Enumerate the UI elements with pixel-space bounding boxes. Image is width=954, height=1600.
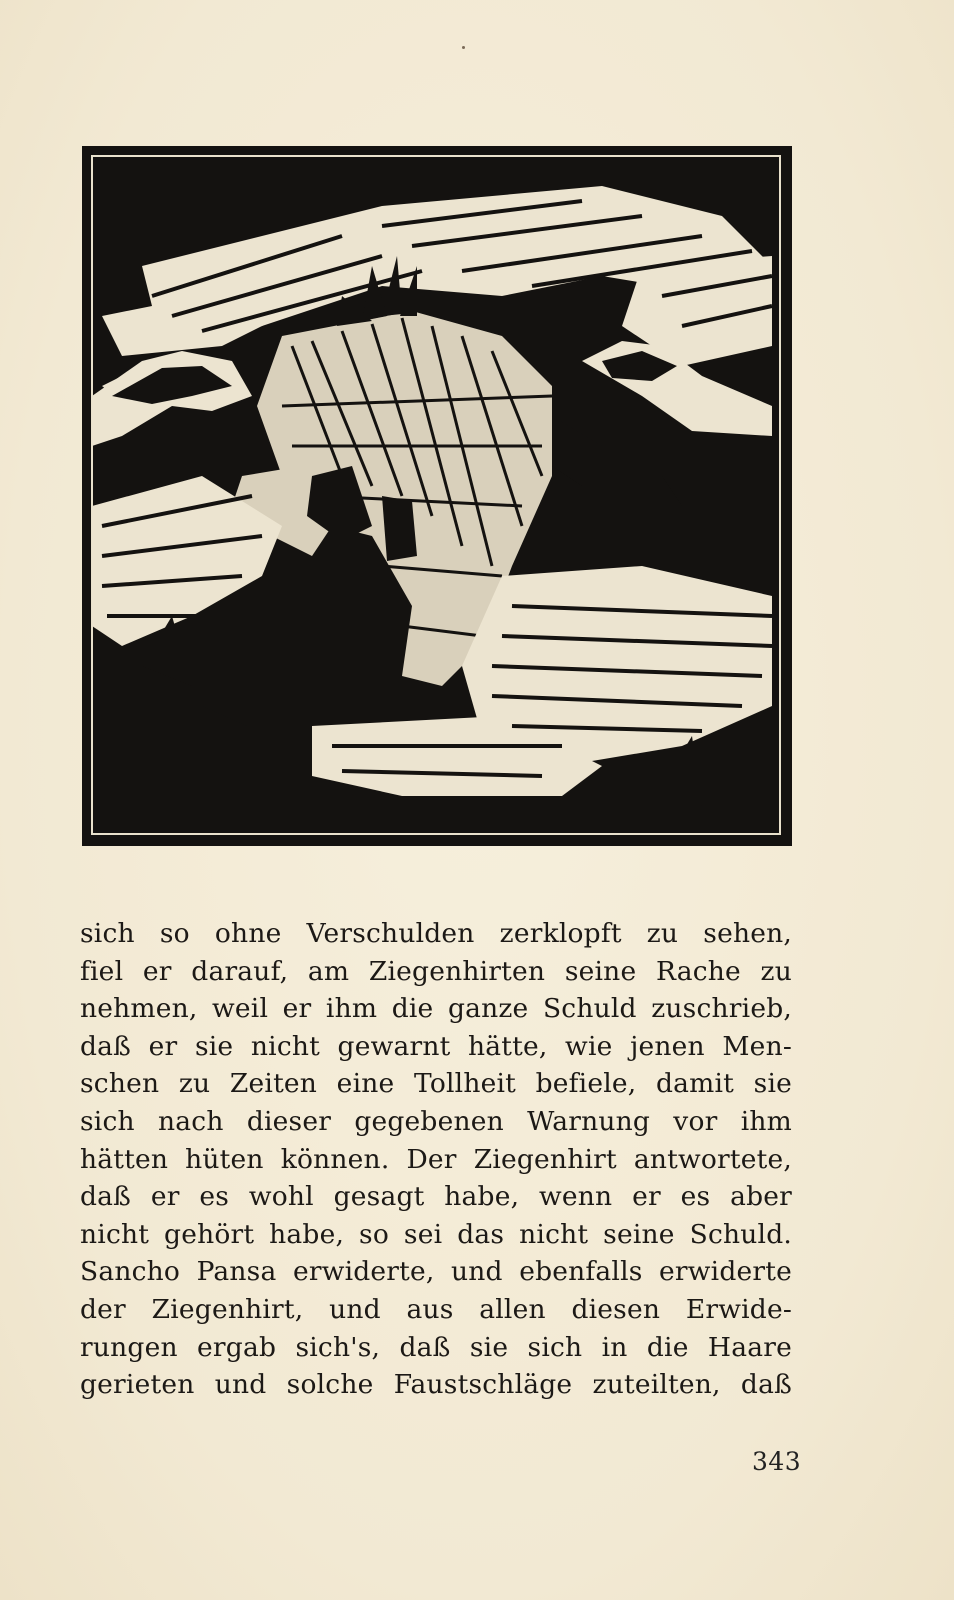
text-line: rungen ergab sich's, daß sie sich in die Haare	[80, 1331, 792, 1363]
text-line: daß er sie nicht gewarnt hätte, wie jenen Men-	[80, 1030, 792, 1062]
text-line: nicht gehört habe, so sei das nicht seine Schuld.	[80, 1218, 792, 1250]
text-line: fiel er darauf, am Ziegenhirten seine Rache zu	[80, 955, 792, 987]
paper-speck	[462, 46, 465, 49]
text-line: daß er es wohl gesagt habe, wenn er es aber	[80, 1181, 792, 1213]
text-line: hätten hüten können. Der Ziegenhirt antwortete,	[80, 1143, 792, 1175]
text-line: gerieten und solche Faustschläge zuteilten, daß	[80, 1369, 792, 1401]
body-text	[80, 915, 792, 1404]
text-line: Sancho Pansa erwiderte, und ebenfalls erwiderte	[80, 1256, 792, 1288]
text-line: sich so ohne Verschulden zerklopft zu sehen,	[80, 918, 792, 949]
woodcut-image	[82, 146, 792, 846]
text-line: nehmen, weil er ihm die ganze Schuld zuschrieb,	[80, 993, 792, 1025]
text-line: schen zu Zeiten eine Tollheit befiele, damit sie	[80, 1068, 792, 1100]
text-line: der Ziegenhirt, und aus allen diesen Erwide-	[80, 1293, 792, 1325]
page-number: 343	[752, 1447, 802, 1476]
text-line: sich nach dieser gegebenen Warnung vor ihm	[80, 1105, 792, 1137]
woodcut-illustration	[82, 146, 792, 846]
